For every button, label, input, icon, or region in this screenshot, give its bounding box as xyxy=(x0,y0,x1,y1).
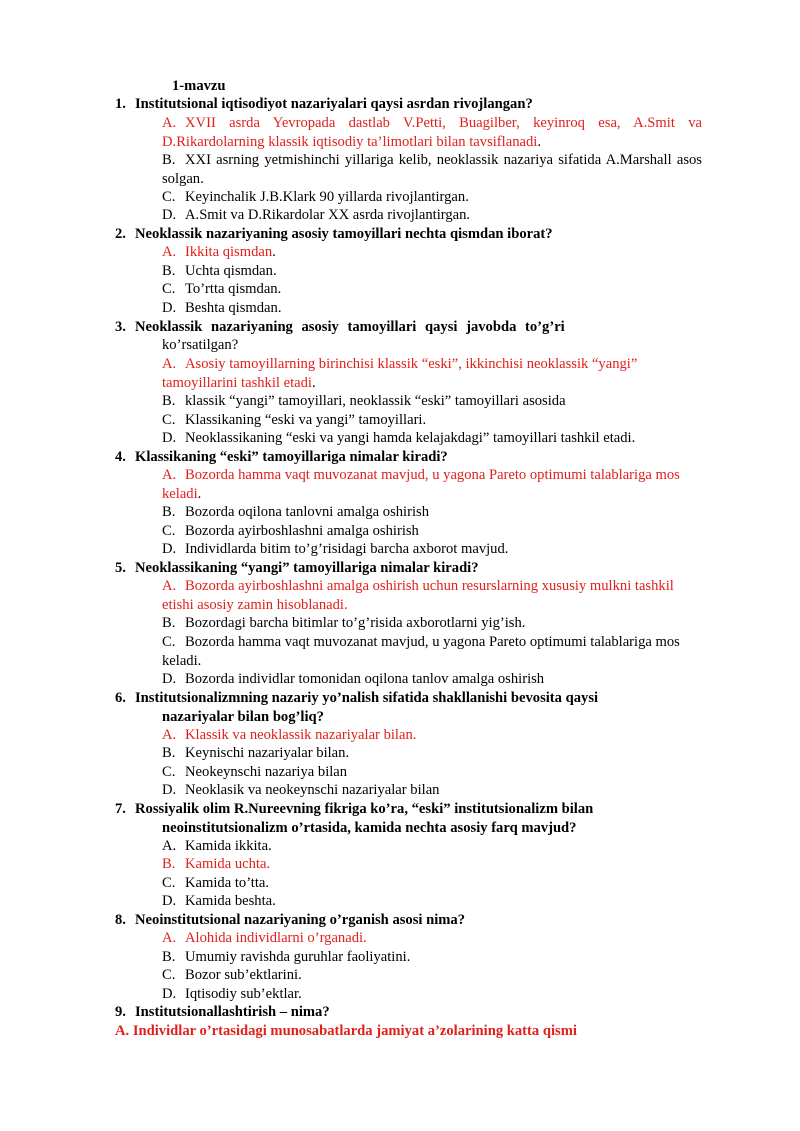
option-text: Asosiy tamoyillarning birinchisi klassik “eski”, ikkinchisi neoklassik “yangi” tamoyillarini tashkil etadi xyxy=(162,356,638,391)
option-letter: B. xyxy=(162,615,176,631)
option-letter: A. xyxy=(162,356,177,372)
answer-option-correct xyxy=(162,577,702,614)
question-text-continued: ko’rsatilgan? xyxy=(162,337,239,353)
answer-option xyxy=(162,633,702,670)
question-3 xyxy=(115,318,705,337)
answer-option xyxy=(162,874,702,893)
topic-title: 1-mavzu xyxy=(172,78,226,94)
question-number: 5. xyxy=(115,560,126,576)
option-text: Ikkita qismdan xyxy=(185,244,273,260)
option-text: Keynischi nazariyalar bilan. xyxy=(185,745,350,761)
answer-option xyxy=(162,188,702,207)
option-tail: . xyxy=(311,374,316,391)
answer-option xyxy=(162,429,722,448)
option-letter: D. xyxy=(162,300,177,316)
option-letter: A. xyxy=(162,727,177,743)
option-tail: . xyxy=(272,244,276,260)
question-4 xyxy=(115,448,705,467)
answer-option xyxy=(162,744,702,763)
option-text: Bozor sub’ektlarini. xyxy=(185,967,302,983)
answer-option xyxy=(162,614,702,633)
option-letter: D. xyxy=(162,671,177,687)
option-text: Klassik va neoklassik nazariyalar bilan. xyxy=(185,727,417,743)
question-8 xyxy=(115,911,705,930)
option-text: Bozorda ayirboshlashni amalga oshirish xyxy=(185,523,419,539)
option-text: XVII asrda Yevropada dastlab V.Petti, Buagilber, keyinroq esa, A.Smit va D.Rikardolarning klassik iqtisodiy ta’limotlari bilan tavsiflanadi xyxy=(162,115,702,150)
option-letter: A. xyxy=(162,578,177,594)
option-letter: A. xyxy=(162,115,177,131)
answer-option xyxy=(162,151,702,188)
option-text: Alohida individlarni o’rganadi. xyxy=(185,930,367,946)
answer-option xyxy=(162,948,702,967)
answer-option-correct xyxy=(162,355,702,392)
option-text: Bozorda ayirboshlashni amalga oshirish uchun resurslarning xususiy mulkni tashkil etishi asosiy zamin hisoblanadi. xyxy=(162,578,674,613)
answer-option xyxy=(162,763,702,782)
option-letter: B. xyxy=(162,152,176,168)
option-text: Kamida to’tta. xyxy=(185,875,270,891)
option-letter: D. xyxy=(162,541,177,557)
question-text-continued: neoinstitutsionalizm o’rtasida, kamida nechta asosiy farq mavjud? xyxy=(162,819,577,836)
option-letter: B. xyxy=(162,263,176,279)
option-text: Neokeynschi nazariya bilan xyxy=(185,764,348,780)
option-text: Umumiy ravishda guruhlar faoliyatini. xyxy=(185,949,411,965)
option-letter: D. xyxy=(162,207,177,223)
option-text: Bozorda hamma vaqt muvozanat mavjud, u yagona Pareto optimumi talablariga mos keladi xyxy=(162,467,680,502)
option-letter: C. xyxy=(162,875,176,891)
option-text: Iqtisodiy sub’ektlar. xyxy=(185,986,302,1002)
answer-option-correct xyxy=(162,855,702,874)
option-text: Individlarda bitim to’g’risidagi barcha axborot mavjud. xyxy=(185,541,509,557)
answer-option-correct xyxy=(162,466,702,503)
option-letter: A. xyxy=(162,838,177,854)
question-text: Klassikaning “eski” tamoyillariga nimalar kiradi? xyxy=(135,449,448,465)
question-text: Institutsional iqtisodiyot nazariyalari qaysi asrdan rivojlangan? xyxy=(135,96,533,112)
option-letter: A. xyxy=(162,244,177,260)
answer-option xyxy=(162,206,702,225)
answer-option xyxy=(162,503,702,522)
final-answer-line: A. Individlar o’rtasidagi munosabatlarda jamiyat a’zolarining katta qismi xyxy=(115,1023,577,1039)
answer-option xyxy=(162,280,702,299)
answer-option xyxy=(162,522,702,541)
option-letter: B. xyxy=(162,393,176,409)
option-letter: B. xyxy=(162,504,176,520)
question-number: 9. xyxy=(115,1004,126,1020)
option-text: Bozorda oqilona tanlovni amalga oshirish xyxy=(185,504,429,520)
option-letter: D. xyxy=(162,430,177,446)
option-text: Bozorda hamma vaqt muvozanat mavjud, u yagona Pareto optimumi talablariga mos keladi. xyxy=(162,634,680,669)
option-text: Keyinchalik J.B.Klark 90 yillarda rivojlantirgan. xyxy=(185,189,469,205)
option-text: Beshta qismdan. xyxy=(185,300,282,316)
option-tail: . xyxy=(537,133,541,150)
question-number: 6. xyxy=(115,690,126,706)
option-text: klassik “yangi” tamoyillari, neoklassik “eski” tamoyillari asosida xyxy=(185,393,566,409)
option-letter: D. xyxy=(162,782,177,798)
option-text: Kamida uchta. xyxy=(185,856,271,872)
question-number: 1. xyxy=(115,96,126,112)
question-6 xyxy=(115,689,705,726)
question-7 xyxy=(115,800,705,837)
option-letter: C. xyxy=(162,634,176,650)
option-text: Klassikaning “eski va yangi” tamoyillari. xyxy=(185,412,427,428)
answer-option xyxy=(162,985,702,1004)
option-text: XXI asrning yetmishinchi yillariga kelib, neoklassik nazariya sifatida A.Marshall asos solgan. xyxy=(162,152,702,187)
option-letter: D. xyxy=(162,893,177,909)
option-letter: C. xyxy=(162,281,176,297)
question-text: Neoklassik nazariyaning asosiy tamoyillari nechta qismdan iborat? xyxy=(135,226,553,242)
option-letter: C. xyxy=(162,412,176,428)
answer-option-correct xyxy=(162,726,702,745)
question-2 xyxy=(115,225,705,244)
question-number: 2. xyxy=(115,226,126,242)
option-letter: B. xyxy=(162,856,176,872)
answer-option xyxy=(162,781,702,800)
answer-option xyxy=(162,411,702,430)
option-text: Kamida beshta. xyxy=(185,893,276,909)
option-letter: A. xyxy=(162,467,177,483)
option-text: A.Smit va D.Rikardolar XX asrda rivojlantirgan. xyxy=(185,207,471,223)
option-text: Neoklassikaning “eski va yangi hamda kelajakdagi” tamoyillari tashkil etadi. xyxy=(185,430,636,446)
option-letter: C. xyxy=(162,967,176,983)
option-letter: A. xyxy=(162,930,177,946)
answer-option xyxy=(162,392,702,411)
question-text: Neoinstitutsional nazariyaning o’rganish asosi nima? xyxy=(135,912,466,928)
option-text: Bozorda individlar tomonidan oqilona tanlov amalga oshirish xyxy=(185,671,545,687)
answer-option xyxy=(162,670,702,689)
answer-option xyxy=(162,540,702,559)
question-text-continued: nazariyalar bilan bog’liq? xyxy=(162,708,324,725)
question-number: 7. xyxy=(115,801,126,817)
answer-option xyxy=(162,966,702,985)
answer-option xyxy=(162,837,702,856)
option-text: Neoklasik va neokeynschi nazariyalar bilan xyxy=(185,782,440,798)
question-1 xyxy=(115,95,705,114)
question-9 xyxy=(115,1003,705,1022)
option-text: Kamida ikkita. xyxy=(185,838,272,854)
option-text: Uchta qismdan. xyxy=(185,263,277,279)
answer-option-correct xyxy=(162,929,702,948)
answer-option xyxy=(162,892,702,911)
question-text: Institutsionalizmning nazariy yo’nalish sifatida shakllanishi bevosita qaysi xyxy=(135,690,599,706)
question-text: Neoklassik nazariyaning asosiy tamoyillari qaysi javobda to’g’ri xyxy=(135,319,565,335)
question-text: Institutsionallashtirish – nima? xyxy=(135,1004,330,1020)
option-tail: . xyxy=(197,485,202,502)
question-text: Rossiyalik olim R.Nureevning fikriga ko’ra, “eski” institutsionalizm bilan xyxy=(135,801,594,817)
option-text: Bozordagi barcha bitimlar to’g’risida axborotlarni yig’ish. xyxy=(185,615,526,631)
question-number: 4. xyxy=(115,449,126,465)
option-letter: B. xyxy=(162,949,176,965)
answer-option-correct xyxy=(162,114,702,151)
option-letter: C. xyxy=(162,523,176,539)
answer-option-correct xyxy=(162,243,702,262)
option-letter: D. xyxy=(162,986,177,1002)
option-letter: C. xyxy=(162,764,176,780)
question-5 xyxy=(115,559,705,578)
option-text: To’rtta qismdan. xyxy=(185,281,282,297)
answer-option xyxy=(162,299,702,318)
option-letter: B. xyxy=(162,745,176,761)
question-number: 3. xyxy=(115,319,126,335)
question-text: Neoklassikaning “yangi” tamoyillariga nimalar kiradi? xyxy=(135,560,479,576)
answer-option xyxy=(162,262,702,281)
question-number: 8. xyxy=(115,912,126,928)
option-letter: C. xyxy=(162,189,176,205)
